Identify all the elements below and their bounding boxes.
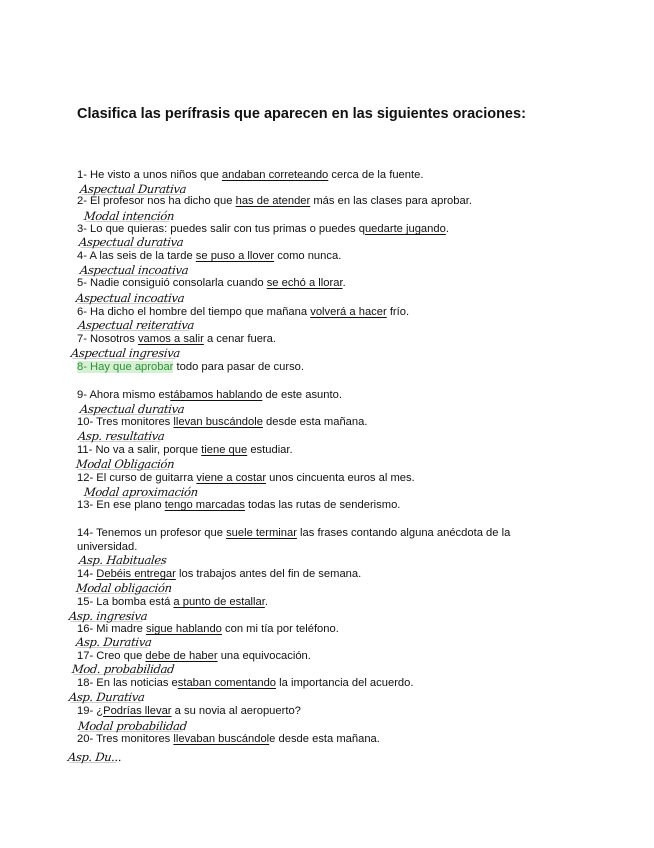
handwritten-annotation: Aspectual incoativa (79, 263, 190, 277)
sentence-text: como nunca. (274, 250, 342, 262)
sentence-line (77, 677, 413, 689)
sentence-text: 3- Lo que quieras: puedes salir con tus primas o puedes q (77, 223, 365, 235)
handwritten-annotation: Aspectual ingresiva (70, 346, 181, 360)
handwritten-annotation: Aspectual Durativa (79, 182, 188, 196)
sentence-text: 14- (77, 568, 97, 580)
underlined-periphrasis: tábamos hablando (170, 389, 263, 401)
sentence-line (77, 444, 293, 456)
sentence-text: . (264, 596, 268, 608)
sentence-text: a cenar fuera. (203, 333, 276, 345)
underlined-periphrasis: tiene que (201, 444, 248, 456)
sentence-text: 12- El curso de guitarra (77, 472, 197, 484)
handwritten-annotation: Asp. Du... (67, 750, 123, 764)
sentence-text: 9- Ahora mismo es (77, 389, 171, 401)
handwritten-annotation: Modal aproximación (83, 485, 199, 499)
sentence-line (77, 733, 380, 745)
sentence-text: 18- En las noticias e (77, 677, 178, 689)
sentence-text: 11- No va a salir, porque (77, 444, 202, 456)
sentence-text: todas las rutas de senderismo. (244, 499, 401, 511)
handwritten-annotation: Aspectual reiterativa (77, 318, 195, 332)
sentence-text: . (342, 277, 346, 289)
sentence-text: 10- Tres monitores (77, 416, 174, 428)
sentence-line (77, 361, 304, 373)
sentence-line (77, 472, 415, 484)
sentence-text: 4- A las seis de la tarde (77, 250, 196, 262)
sentence-line (77, 195, 472, 207)
sentence-text: . (445, 223, 449, 235)
underlined-periphrasis: sigue hablando (146, 623, 222, 635)
sentence-line (77, 250, 341, 262)
sentence-text: los trabajos antes del fin de semana. (175, 568, 362, 580)
sentence-text: a su novia al aeropuerto? (171, 705, 301, 717)
sentence-line (77, 223, 449, 235)
sentence-text: más en las clases para aprobar. (310, 195, 472, 207)
sentence-line (77, 541, 137, 553)
sentence-line (77, 568, 361, 580)
sentence-line (77, 650, 311, 662)
sentence-text: una equivocación. (217, 650, 311, 662)
underlined-periphrasis: debe de haber (145, 650, 218, 662)
sentence-text: todo para pasar de curso. (173, 361, 305, 373)
sentence-text: universidad. (77, 541, 138, 553)
sentence-text: la importancia del acuerdo. (276, 677, 414, 689)
handwritten-annotation: Asp. Durativa (75, 635, 153, 649)
sentence-text: 7- Nosotros (77, 333, 138, 345)
sentence-text: 14- Tenemos un profesor que (77, 527, 227, 539)
underlined-periphrasis: a punto de estallar (173, 596, 265, 608)
underlined-periphrasis: se echó a llorar (266, 277, 343, 289)
sentence-text: estudiar. (247, 444, 293, 456)
underlined-periphrasis: staban comentando (177, 677, 277, 689)
handwritten-annotation: Aspectual incoativa (75, 291, 186, 305)
sentence-text: e desde esta mañana. (269, 733, 380, 745)
sentence-text: 17- Creo que (77, 650, 146, 662)
sentence-line (77, 596, 268, 608)
handwritten-annotation: Modal Obligación (75, 457, 176, 471)
sentence-line (77, 306, 409, 318)
page-title: Clasifica las perífrasis que aparecen en las siguientes oraciones: (77, 106, 526, 122)
sentence-text: 5- Nadie consiguió consolarla cuando (77, 277, 267, 289)
underlined-periphrasis: se puso a llover (195, 250, 275, 262)
sentence-line (77, 499, 400, 511)
underlined-periphrasis: tengo marcadas (164, 499, 245, 511)
handwritten-annotation: Asp. Habituales (78, 553, 168, 567)
sentence-text: frío. (386, 306, 410, 318)
handwritten-annotation: Modal obligación (75, 581, 173, 595)
sentence-text: unos cincuenta euros al mes. (266, 472, 415, 484)
sentence-line (77, 389, 342, 401)
sentence-line (77, 277, 346, 289)
handwritten-annotation: Asp. Durativa (68, 690, 146, 704)
sentence-text: 13- En ese plano (77, 499, 165, 511)
sentence-text: 6- Ha dicho el hombre del tiempo que mañana (77, 306, 311, 318)
underlined-periphrasis: viene a costar (196, 472, 267, 484)
underlined-periphrasis: vamos a salir (137, 333, 204, 345)
sentence-text: 19- ¿ (77, 705, 104, 717)
sentence-line (77, 333, 276, 345)
underlined-periphrasis: suele terminar (226, 527, 297, 539)
underlined-periphrasis: Debéis entregar (96, 568, 176, 580)
underlined-periphrasis: uedarte jugando (364, 223, 446, 235)
sentence-text: desde esta mañana. (262, 416, 368, 428)
sentence-text: 16- Mi madre (77, 623, 147, 635)
underlined-periphrasis: volverá a hacer (310, 306, 387, 318)
sentence-text: de este asunto. (262, 389, 342, 401)
handwritten-annotation: Asp. resultativa (77, 429, 166, 443)
handwritten-annotation: Asp. ingresiva (68, 609, 149, 623)
underlined-periphrasis: Podrías llevar (103, 705, 172, 717)
underlined-periphrasis: llevaban buscándol (173, 733, 270, 745)
sentence-text: las frases contando alguna anécdota de la (296, 527, 511, 539)
sentence-line (77, 623, 339, 635)
handwritten-annotation: Aspectual durativa (78, 235, 185, 249)
handwritten-annotation: Modal intención (83, 209, 175, 223)
sentence-text: 1- He visto a unos niños que (77, 169, 222, 181)
sentence-line (77, 527, 510, 539)
handwritten-annotation: Modal probabilidad (77, 719, 188, 733)
sentence-text: 15- La bomba está (77, 596, 174, 608)
handwritten-annotation: Aspectual durativa (79, 402, 186, 416)
handwritten-annotation: Mod. probabilidad (71, 662, 175, 676)
sentence-line (77, 705, 301, 717)
sentence-line (77, 169, 423, 181)
highlighted-text: 8- Hay que aprobar (77, 361, 174, 373)
sentence-line (77, 416, 367, 428)
underlined-periphrasis: llevan buscándole (173, 416, 263, 428)
sentence-text: 20- Tres monitores (77, 733, 174, 745)
sentence-text: cerca de la fuente. (328, 169, 424, 181)
underlined-periphrasis: andaban correteando (221, 169, 329, 181)
underlined-periphrasis: has de atender (235, 195, 311, 207)
sentence-text: 2- El profesor nos ha dicho que (77, 195, 236, 207)
sentence-text: con mi tía por teléfono. (221, 623, 339, 635)
